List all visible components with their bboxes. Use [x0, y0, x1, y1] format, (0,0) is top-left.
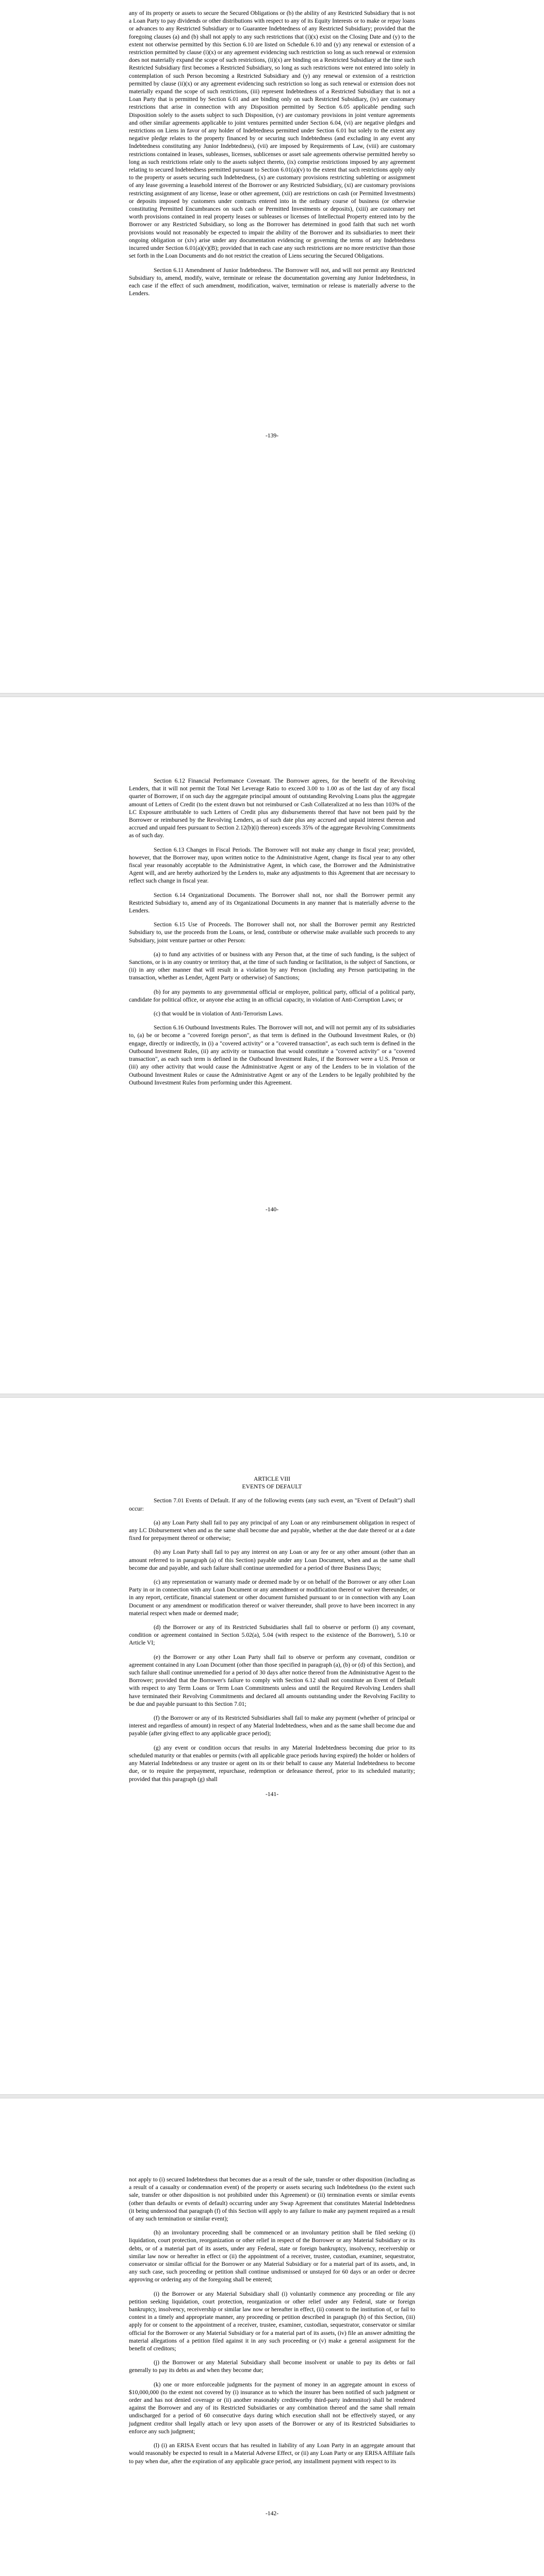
default-l: (l) (i) an ERISA Event occurs that has resulted in liability of any Loan Party in an aggregate amount that would reasonably be expected to result in a Material Adverse Effect, or (ii) any Loan Party or any ERISA Affiliate fails to pay when due, after the expiration of any applicable grace period, any installment payment with respect to its — [129, 2442, 415, 2465]
section-7-01: Section 7.01 Events of Default. If any of the following events (any such event, an "Event of Default") shall occur: — [129, 1497, 415, 1512]
default-j: (j) the Borrower or any Material Subsidiary shall become insolvent or unable to pay its debts or fail generally to pay its debts as and when they become due; — [129, 2359, 415, 2374]
default-e: (e) the Borrower or any other Loan Party shall fail to observe or perform any covenant, condition or agreement contained in any Loan Document (other than those specified in paragraph (a), (b) or (d) of this Section), and such failure shall continue unremedied for a period of 30 days after notice thereof from the Administrative Agent to the Borrower; provided that the Borrower's failure to comply with Section 6.12 shall not constitute an Event of Default with respect to any Term Loans or Term Loan Commitments unless and until the Required Revolving Lenders shall have terminated their Revolving Commitments and declared all amounts outstanding under the Revolving Facility to be due and payable pursuant to this Section 7.01; — [129, 1653, 415, 1707]
default-k: (k) one or more enforceable judgments for the payment of money in an aggregate amount in excess of $10,000,000 (to the extent not covered by (i) insurance as to which the insurer has been notified of such judgment or order and has not denied coverage or (ii) another reasonably creditworthy third-party indemnitor) shall be rendered against the Borrower and any of its Restricted Subsidiaries or any combination thereof and the same shall remain undischarged for a period of 60 consecutive days during which execution shall not be effectively stayed, or any judgment creditor shall legally attach or levy upon assets of the Borrower or any of its Restricted Subsidiaries to enforce any such judgment; — [129, 2381, 415, 2435]
section-6-15: Section 6.15 Use of Proceeds. The Borrower shall not, nor shall the Borrower permit any Restricted Subsidiary to, use the proceeds from the Loans, or lend, contribute or otherwise make available such proceeds to any Subsidiary, joint venture partner or other Person: — [129, 921, 415, 944]
default-d: (d) the Borrower or any of its Restricted Subsidiaries shall fail to observe or perform (i) any covenant, condition or agreement contained in Section 5.02(a), 5.04 (with respect to the existence of the Borrower), 5.10 or Article VI; — [129, 1624, 415, 1647]
page-number: -142- — [265, 2510, 279, 2517]
default-h: (h) an involuntary proceeding shall be commenced or an involuntary petition shall be filed seeking (i) liquidation, court protection, reorganization or other relief in respect of the Borrower or any Material Subsidiary or its debts, or of a material part of its assets, under any Federal, state or foreign bankruptcy, insolvency, receivership or similar law now or hereafter in effect or (ii) the appointment of a receiver, trustee, custodian, examiner, sequestrator, conservator or similar official for the Borrower or any Material Subsidiary or for a material part of its assets, and, in any such case, such proceeding or petition shall continue undismissed or unstayed for 60 days or an order or decree approving or ordering any of the foregoing shall be entered; — [129, 2229, 415, 2283]
document-page-139 — [0, 0, 544, 693]
section-6-11: Section 6.11 Amendment of Junior Indebtedness. The Borrower will not, and will not permit any Restricted Subsidiary to, amend, modify, waive, terminate or release the documentation governing any Junior Indebtedness, in each case if the effect of such amendment, modification, waiver, termination or release is materially adverse to the Lenders. — [129, 266, 415, 297]
default-i: (i) the Borrower or any Material Subsidiary shall (i) voluntarily commence any proceeding or file any petition seeking liquidation, court protection, reorganization or other relief under any Federal, state or foreign bankruptcy, insolvency, receivership or similar law now or hereafter in effect, (ii) consent to the institution of, or fail to contest in a timely and appropriate manner, any proceeding or petition described in paragraph (h) of this Section, (iii) apply for or consent to the appointment of a receiver, trustee, examiner, custodian, sequestrator, conservator or similar official for the Borrower or any Material Subsidiary or for a material part of its assets, (iv) file an answer admitting the material allegations of a petition filed against it in any such proceeding or (v) make a general assignment for the benefit of creditors; — [129, 2290, 415, 2352]
default-g: (g) any event or condition occurs that results in any Material Indebtedness becoming due prior to its scheduled maturity or that enables or permits (with all applicable grace periods having expired) the holder or holders of any Material Indebtedness or any trustee or agent on its or their behalf to cause any Material Indebtedness to become due, or to require the prepayment, repurchase, redemption or defeasance thereof, prior to its scheduled maturity; provided that this paragraph (g) shall — [129, 1744, 415, 1783]
document-page-140 — [0, 697, 544, 1394]
page-number: -141- — [265, 1790, 279, 1798]
default-c: (c) any representation or warranty made or deemed made by or on behalf of the Borrower or any other Loan Party in or in connection with any Loan Document or any amendment or modification thereof or waiver thereunder, or in any report, certificate, financial statement or other document furnished pursuant to or in connection with any Loan Document or any amendment or modification thereof or waiver thereunder, shall prove to have been incorrect in any material respect when made or deemed made; — [129, 1579, 415, 1617]
section-6-12: Section 6.12 Financial Performance Covenant. The Borrower agrees, for the benefit of the Revolving Lenders, that it will not permit the Total Net Leverage Ratio to exceed 3.00 to 1.00 as of the last day of any fiscal quarter of Borrower, if on such day the aggregate principal amount of outstanding Revolving Loans plus the aggregate amount of Letters of Credit (to the extent drawn but not reimbursed or Cash Collateralized at no less than 103% of the LC Exposure attributable to such Letters of Credit plus any disbursements thereof that have not been paid by the Borrower or reimbursed by the Revolving Lenders, as of such date plus any accrued and unpaid interest thereon and accrued and unpaid fees pursuant to Section 2.12(b)(i) thereon) exceeds 35% of the aggregate Revolving Commitments as of such day. — [129, 777, 415, 839]
article-heading: ARTICLE VIII — [254, 1476, 290, 1482]
page-number: -140- — [265, 1206, 279, 1213]
section-6-16: Section 6.16 Outbound Investments Rules. The Borrower will not, and will not permit any of its subsidiaries to, (a) be or become a "covered foreign person", as that term is defined in the Outbound Investment Rules, or (b) engage, directly or indirectly, in (i) a "covered activity" or a "covered transaction", as each such term is defined in the Outbound Investment Rules, (ii) any activity or transaction that would constitute a "covered activity" or a "covered transaction", as each such term is defined in the Outbound Investment Rules, if the Borrower were a U.S. Person or (iii) any other activity that would cause the Administrative Agent or any of the Lenders to be in violation of the Outbound Investment Rules or cause the Administrative Agent or any of the Lenders to be legally prohibited by the Outbound Investment Rules from performing under this Agreement. — [129, 1024, 415, 1086]
section-6-15-b: (b) for any payments to any governmental official or employee, political party, official of a political party, candidate for political office, or anyone else acting in an official capacity, in violation of Anti-Corruption Laws; or — [129, 988, 415, 1003]
section-6-15-c: (c) that would be in violation of Anti-Terrorism Laws. — [154, 1010, 283, 1018]
document-page-142 — [0, 2098, 544, 2576]
default-a: (a) any Loan Party shall fail to pay any principal of any Loan or any reimbursement obligation in respect of any LC Disbursement when and as the same shall become due and payable, whether at the due date thereof or at a date fixed for prepayment thereof or otherwise; — [129, 1519, 415, 1542]
page-number: -139- — [265, 432, 279, 439]
document-page-141 — [0, 1398, 544, 2094]
default-f: (f) the Borrower or any of its Restricted Subsidiaries shall fail to make any payment (whether of principal or interest and regardless of amount) in respect of any Material Indebtedness, when and as the same shall become due and payable (after giving effect to any applicable grace period); — [129, 1715, 415, 1737]
section-6-14: Section 6.14 Organizational Documents. The Borrower shall not, nor shall the Borrower permit any Restricted Subsidiary to, amend any of its Organizational Documents in any manner that is materially adverse to the Lenders. — [129, 891, 415, 914]
default-b: (b) any Loan Party shall fail to pay any interest on any Loan or any fee or any other amount (other than an amount referred to in paragraph (a) of this Section) payable under any Loan Document, when and as the same shall become due and payable, and such failure shall continue unremedied for a period of three Business Days; — [129, 1549, 415, 1571]
default-g-continued: not apply to (i) secured Indebtedness that becomes due as a result of the sale, transfer or other disposition (including as a result of a casualty or condemnation event) of the property or assets securing such Indebtedness (to the extent such sale, transfer or other disposition is not prohibited under this Agreement) or (ii) termination events or similar events (other than defaults or events of default) occurring under any Swap Agreement that constitutes Material Indebtedness (it being understood that paragraph (f) of this Section will apply to any failure to make any payment required as a result of any such termination or similar event); — [129, 2176, 415, 2223]
article-title: EVENTS OF DEFAULT — [242, 1483, 302, 1490]
page-separator — [0, 693, 544, 697]
section-6-15-a: (a) to fund any activities of or business with any Person that, at the time of such funding, is the subject of Sanctions, or is in any country or territory that, at the time of such funding or facilitation, is the subject of Sanctions, or (ii) in any other manner that will result in a violation by any Person (including any Person participating in the transaction, whether as Lender, Agent Party or otherwise) of Sanctions; — [129, 951, 415, 981]
page-separator — [0, 2094, 544, 2098]
page-separator — [0, 1394, 544, 1398]
section-6-10-continued: any of its property or assets to secure the Secured Obligations or (b) the ability of any Restricted Subsidiary that is not a Loan Party to pay dividends or other distributions with respect to any of its Equity Interests or to make or repay loans or advances to any Restricted Subsidiary or to Guarantee Indebtedness of any Restricted Subsidiary; provided that the foregoing clauses (a) and (b) shall not apply to any such restrictions that (i)(x) exist on the Closing Date and (y) to the extent not otherwise permitted by this Section 6.10 are listed on Schedule 6.10 and (y) any renewal or extension of a restriction permitted by clause (i)(x) or any agreement evidencing such restriction so long as such renewal or extension does not materially expand the scope of such restrictions, (ii)(x) are binding on a Restricted Subsidiary at the time such Restricted Subsidiary first becomes a Restricted Subsidiary, so long as such restrictions were not entered into solely in contemplation of such Person becoming a Restricted Subsidiary and (y) any renewal or extension of a restriction permitted by clause (ii)(x) or any agreement evidencing such restriction so long as such renewal or extension does not materially expand the scope of such restrictions, (iii) represent Indebtedness of a Restricted Subsidiary that is not a Loan Party that is permitted by Section 6.01 and are binding only on such Restricted Subsidiary, (iv) are customary restrictions that arise in connection with any Disposition permitted by Section 6.05 applicable pending such Disposition solely to the assets subject to such Disposition, (v) are customary provisions in joint venture agreements and other similar agreements applicable to joint ventures permitted under Section 6.04, (vi) are negative pledges and restrictions on Liens in favor of any holder of Indebtedness permitted under Section 6.01 but solely to the extent any negative pledge relates to the property financed by or securing such Indebtedness (and excluding in any event any Indebtedness constituting any Junior Indebtedness), (vii) are imposed by Requirements of Law, (viii) are customary restrictions contained in leases, subleases, licenses, sublicenses or asset sale agreements otherwise permitted hereby so long as such restrictions relate only to the assets subject thereto, (ix) comprise restrictions imposed by any agreement relating to secured Indebtedness permitted pursuant to Section 6.01(a)(v) to the extent that such restrictions apply only to the property or assets securing such Indebtedness, (x) are customary provisions restricting subletting or assignment of any lease governing a leasehold interest of the Borrower or any Restricted Subsidiary, (xi) are customary provisions restricting assignment of any license, lease or other agreement, (xii) are restrictions on cash (or Permitted Investments) or deposits imposed by customers under contracts entered into in the ordinary course of business (or otherwise constituting Permitted Encumbrances on such cash or Permitted Investments or deposits), (xiii) are customary net worth provisions contained in real property leases or subleases or licenses of Intellectual Property entered into by the Borrower or any Restricted Subsidiary, so long as the Borrower has determined in good faith that such net worth provisions would not reasonably be expected to impair the ability of the Borrower and its subsidiaries to meet their ongoing obligation or (xiv) arise under any documentation evidencing or governing the terms of any Indebtedness incurred under Section 6.01(a)(v)(B); provided that in each case any such restrictions are no more restrictive than those set forth in the Loan Documents and do not restrict the creation of Liens securing the Secured Obligations. — [129, 10, 415, 260]
section-6-13: Section 6.13 Changes in Fiscal Periods. The Borrower will not make any change in fiscal year; provided, however, that the Borrower may, upon written notice to the Administrative Agent, change its fiscal year to any other fiscal year reasonably acceptable to the Administrative Agent, in which case, the Borrower and the Administrative Agent will, and are hereby authorized by the Lenders to, make any adjustments to this Agreement that are necessary to reflect such change in fiscal year. — [129, 846, 415, 885]
